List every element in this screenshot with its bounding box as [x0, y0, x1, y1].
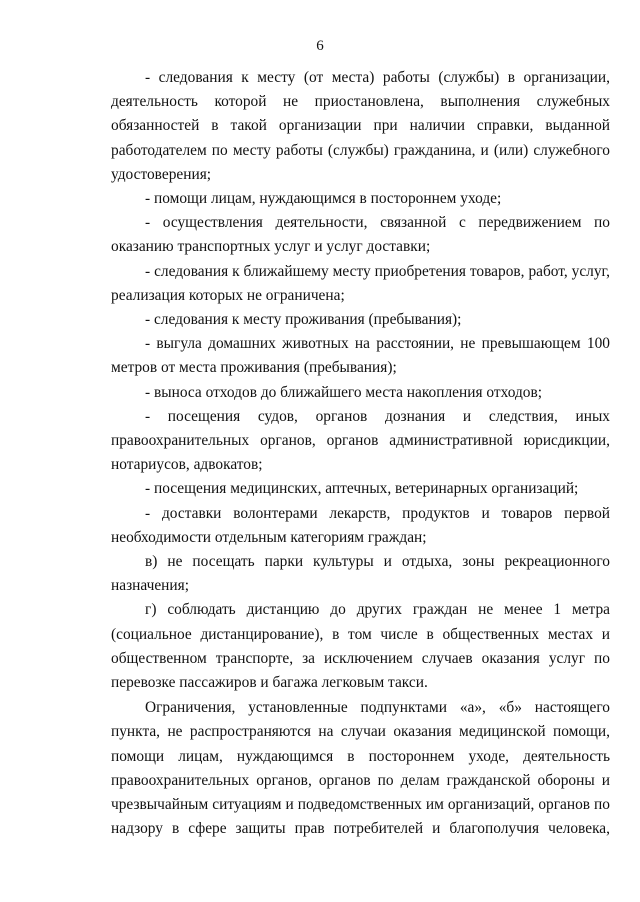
paragraph-item-g: г) соблюдать дистанцию до других граждан не менее 1 метра (социальное дистанцирование), в том числе в общественных местах и общественном транспорте, за исключением случаев оказания услуг по перевозке пассажиров и багажа легковым такси. [111, 601, 610, 692]
paragraph-transport-delivery: - осуществления деятельности, связанной с передвижением по оказанию транспортных услуг и услуг доставки; [111, 214, 610, 256]
paragraph-volunteer-delivery: - доставки волонтерами лекарств, продуктов и товаров первой необходимости отдельным категориям граждан; [111, 504, 610, 546]
page-number: 6 [316, 38, 324, 54]
document-body [111, 66, 610, 842]
paragraph-item-v: в) не посещать парки культуры и отдыха, зоны рекреационного назначения; [111, 553, 610, 595]
paragraph-pet-walking: - выгула домашних животных на расстоянии, не превышающем 100 метров от места проживания (пребывания); [111, 335, 610, 377]
paragraph-restrictions-exceptions: Ограничения, установленные подпунктами «а», «б» настоящего пункта, не распространяются на случаи оказания медицинской помощи, помощи лицам, нуждающимся в постороннем уходе, деятельность правоохранительных органов, органов по делам гражданской обороны и чрезвычайным ситуациям и подведомственных им организаций, органов по надзору в сфере защиты прав потребителей и благополучия человека, [111, 699, 610, 838]
paragraph-work-travel: - следования к месту (от места) работы (службы) в организации, деятельность которой не приостановлена, выполнения служебных обязанностей в такой организации при наличии справки, выданной работодателем по месту работы (службы) гражданина, и (или) служебного удостоверения; [111, 69, 610, 183]
paragraph-medical-visits: - посещения медицинских, аптечных, ветеринарных организаций; [145, 480, 579, 498]
paragraph-courts-visits: - посещения судов, органов дознания и следствия, иных правоохранительных органов, органов административной юрисдикции, нотариусов, адвокатов; [111, 407, 610, 474]
paragraph-care-help: - помощи лицам, нуждающимся в постороннем уходе; [145, 190, 502, 208]
paragraph-residence: - следования к месту проживания (пребывания); [145, 311, 462, 329]
paragraph-nearest-shop: - следования к ближайшему месту приобретения товаров, работ, услуг, реализация которых не ограничена; [111, 262, 610, 304]
paragraph-waste: - выноса отходов до ближайшего места накопления отходов; [145, 383, 543, 401]
